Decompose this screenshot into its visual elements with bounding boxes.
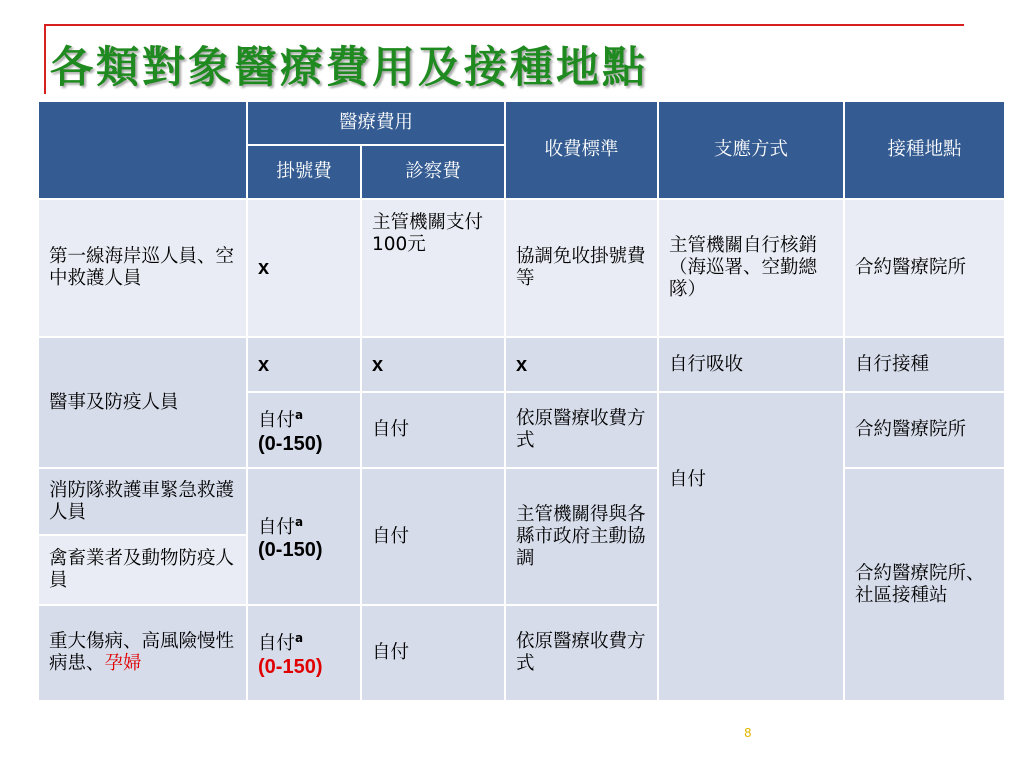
medical-r2-site: 合約醫療院所 [844, 392, 1005, 468]
header-vaccination-site: 接種地點 [844, 101, 1005, 199]
shared-payment: 自付 [658, 392, 844, 701]
high-risk-registration-range: (0-150) [258, 655, 323, 678]
header-empty-cell [38, 101, 247, 199]
medical-r1-payment: 自行吸收 [658, 337, 844, 392]
slide-title: 各類對象醫療費用及接種地點 [50, 43, 648, 93]
title-rule-top [44, 24, 964, 26]
shared-site: 合約醫療院所、社區接種站 [844, 468, 1005, 701]
coast-registration: x [247, 199, 361, 337]
header-payment-method: 支應方式 [658, 101, 844, 199]
high-risk-consultation: 自付 [361, 605, 505, 701]
medical-r2-registration-label: 自付 [258, 410, 296, 432]
medical-r1-standard: x [505, 337, 658, 392]
cost-table [37, 100, 1006, 702]
footnote-marker: a [295, 631, 304, 646]
title-rule-left [44, 24, 46, 94]
high-risk-label: 重大傷病、高風險慢性病患、 [49, 631, 235, 674]
header-charge-standard: 收費標準 [505, 101, 658, 199]
fire-registration-range: (0-150) [258, 539, 323, 562]
fire-standard: 主管機關得與各縣市政府主動協調 [505, 468, 658, 605]
footnote-marker: a [295, 514, 304, 529]
row-group-high-risk [38, 605, 247, 701]
row-group-medical: 醫事及防疫人員 [38, 337, 247, 468]
pregnant-women-label: 孕婦 [104, 653, 142, 674]
coast-site: 合約醫療院所 [844, 199, 1005, 337]
coast-consultation: 主管機關支付100元 [361, 199, 505, 337]
high-risk-standard: 依原醫療收費方式 [505, 605, 658, 701]
medical-r1-registration: x [247, 337, 361, 392]
fire-consultation: 自付 [361, 468, 505, 605]
header-registration-fee: 掛號費 [247, 145, 361, 199]
high-risk-registration-label: 自付 [258, 633, 296, 655]
medical-r1-consultation: x [361, 337, 505, 392]
medical-r2-registration-range: (0-150) [258, 432, 323, 455]
row-group-fire: 消防隊救護車緊急救護人員 [38, 468, 247, 535]
fire-registration-label: 自付 [258, 517, 296, 539]
high-risk-registration [247, 605, 361, 701]
coast-standard: 協調免收掛號費等 [505, 199, 658, 337]
header-medical-cost: 醫療費用 [247, 101, 505, 145]
row-group-livestock: 禽畜業者及動物防疫人員 [38, 535, 247, 605]
header-consultation-fee: 診察費 [361, 145, 505, 199]
page-number: 8 [744, 726, 752, 740]
footnote-marker: a [295, 408, 304, 423]
fire-registration [247, 468, 361, 605]
row-group-coast: 第一線海岸巡人員、空中救護人員 [38, 199, 247, 337]
medical-r2-registration [247, 392, 361, 468]
coast-payment: 主管機關自行核銷（海巡署、空勤總隊） [658, 199, 844, 337]
medical-r2-consultation: 自付 [361, 392, 505, 468]
medical-r1-site: 自行接種 [844, 337, 1005, 392]
medical-r2-standard: 依原醫療收費方式 [505, 392, 658, 468]
